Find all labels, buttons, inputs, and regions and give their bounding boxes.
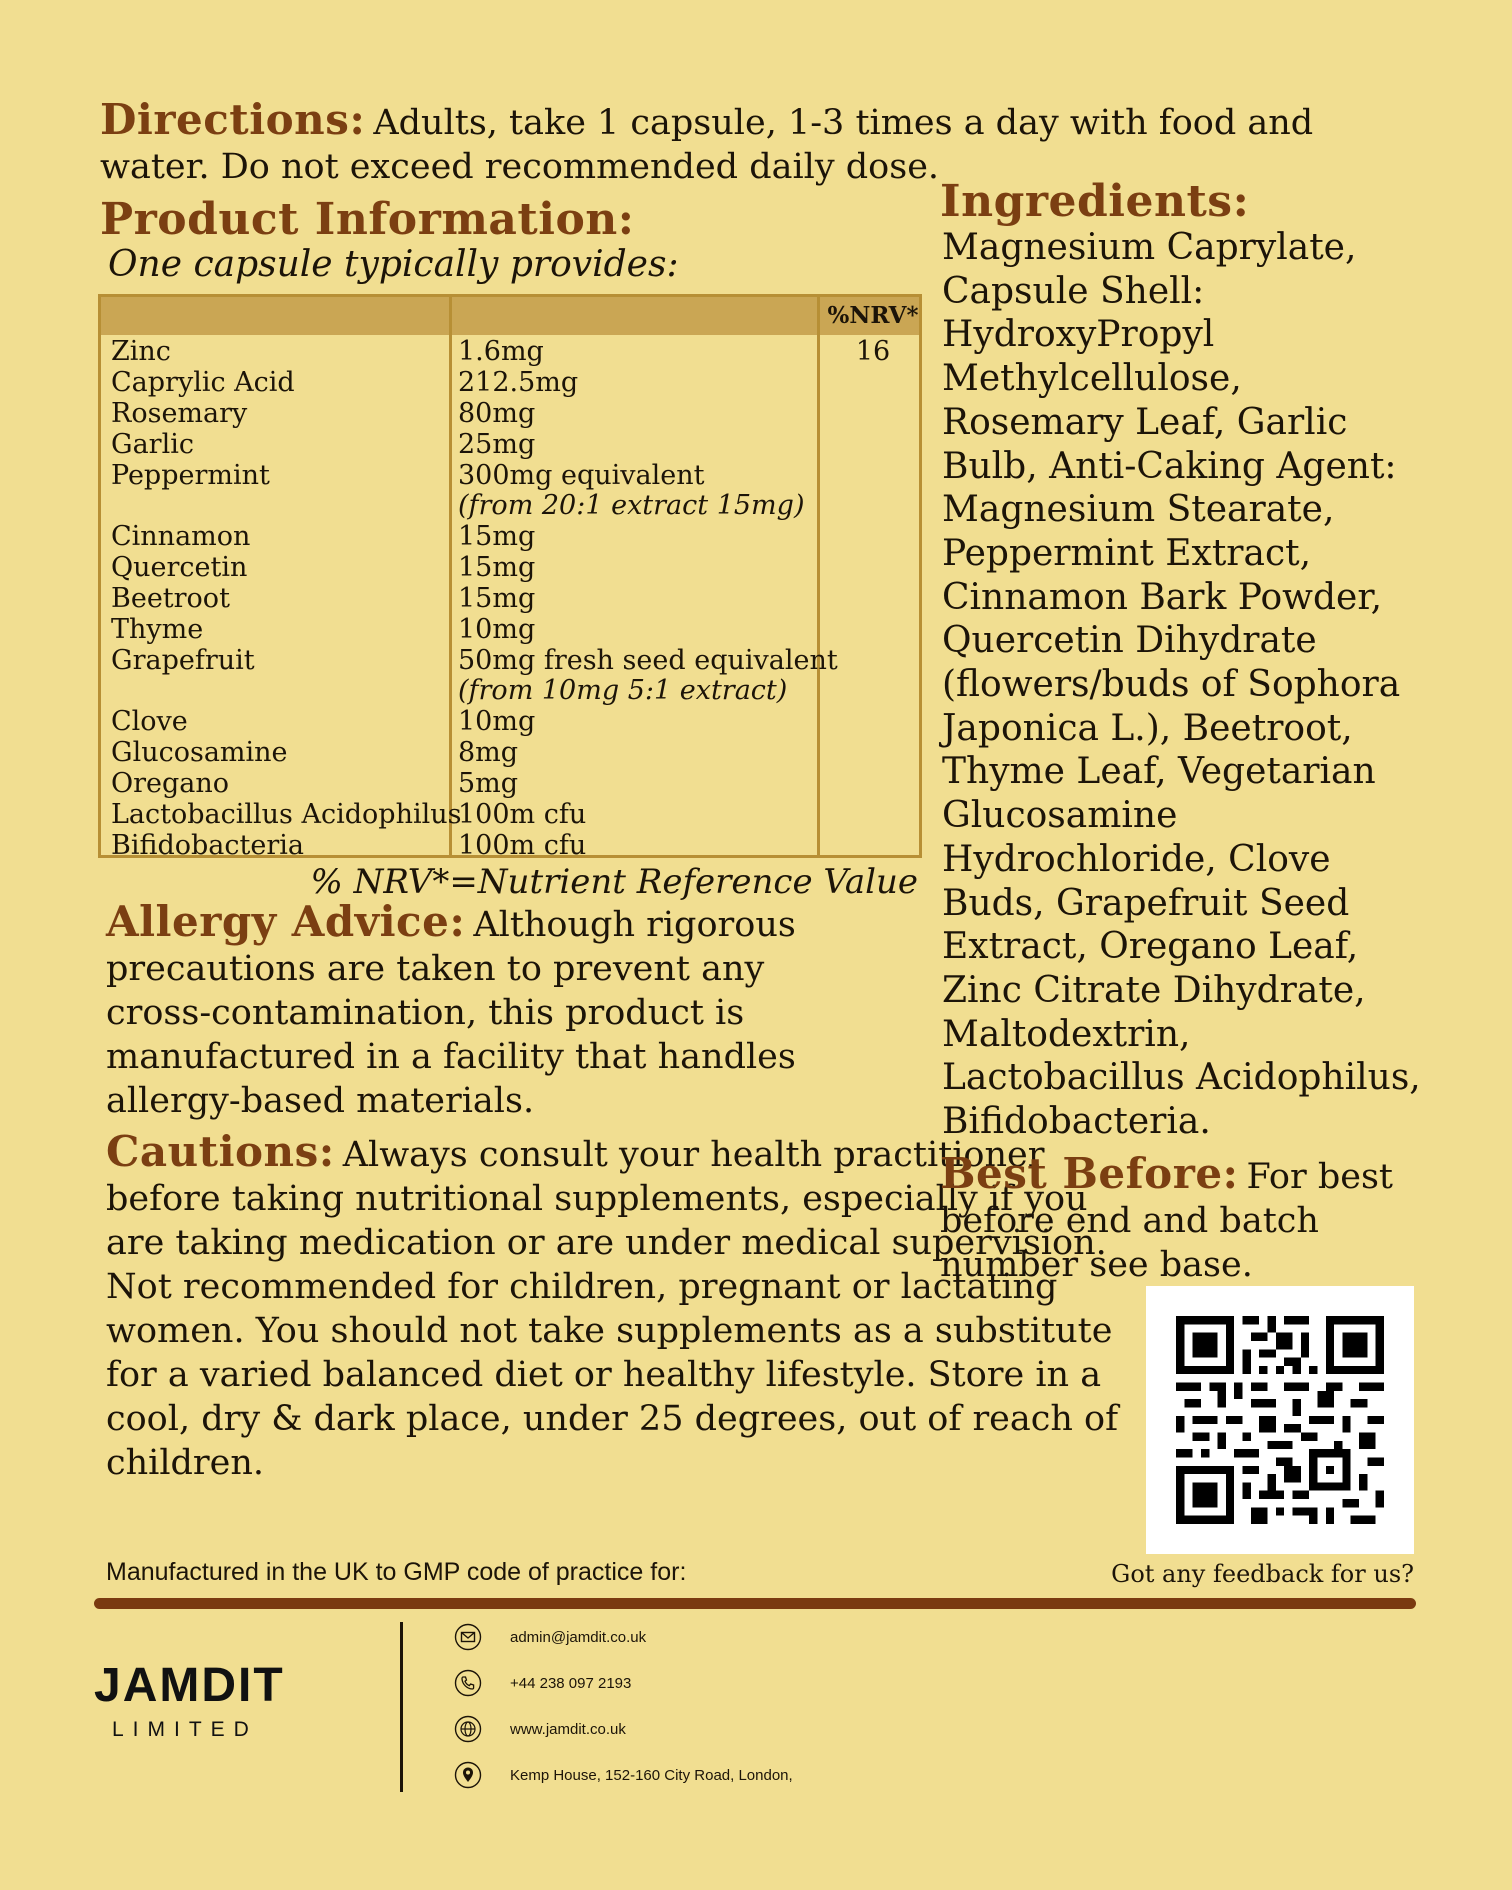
product-info-subheading: One capsule typically provides: bbox=[108, 244, 679, 285]
nutrient-amount: 25mg bbox=[458, 429, 536, 460]
nrv-column-header: %NRV* bbox=[827, 302, 919, 329]
nutrient-amount-main: 300mg equivalent bbox=[458, 460, 705, 491]
contact-website[interactable] bbox=[454, 1714, 626, 1744]
contact-website-text: www.jamdit.co.uk bbox=[510, 1720, 626, 1738]
footer-divider bbox=[94, 1598, 1416, 1609]
nutrient-amount: 5mg bbox=[458, 768, 519, 799]
globe-icon bbox=[454, 1715, 482, 1743]
ingredients-text: Magnesium Caprylate, Capsule Shell: HydroxyPropyl Methylcellulose, Rosemary Leaf, Garlic Bulb, Anti-Caking Agent: Magnesium Stearate, Peppermint Extract, Cinnamon Bark Powder, Quercetin Dihydrate (flowers/buds of Sophora Japonica L.), Beetroot, Thyme Leaf, Vegetarian Glucosamine Hydrochloride, Clove Buds, Grapefruit Seed Extract, Oregano Leaf, Zinc Citrate Dihydrate, Maltodextrin, Lactobacillus Acidophilus, Bifidobacteria. bbox=[942, 227, 1421, 1143]
nutrient-amount bbox=[458, 461, 804, 521]
allergy-heading: Allergy Advice: bbox=[106, 897, 466, 946]
directions-heading: Directions: bbox=[100, 95, 366, 144]
company-logo-subtitle: LIMITED bbox=[112, 1718, 258, 1741]
contact-divider bbox=[400, 1622, 403, 1792]
nutrient-name: Quercetin bbox=[111, 552, 248, 583]
ingredients-heading: Ingredients: bbox=[940, 176, 1250, 227]
contact-address[interactable] bbox=[454, 1760, 793, 1790]
qr-code[interactable] bbox=[1146, 1286, 1414, 1554]
best-before-text: For best before end and batch number see base. bbox=[940, 1157, 1393, 1285]
table-column-divider bbox=[817, 297, 820, 855]
cautions-heading: Cautions: bbox=[106, 1127, 335, 1176]
nutrient-amount: 80mg bbox=[458, 398, 536, 429]
nutrient-amount: 1.6mg bbox=[458, 336, 544, 367]
nutrient-name: Lactobacillus Acidophilus bbox=[111, 799, 462, 830]
nutrient-amount: 212.5mg bbox=[458, 367, 579, 398]
nutrient-name: Grapefruit bbox=[111, 645, 255, 676]
nutrient-name: Caprylic Acid bbox=[111, 367, 295, 398]
table-header-row bbox=[101, 297, 919, 335]
allergy-section bbox=[106, 897, 806, 1123]
directions-text: Adults, take 1 capsule, 1-3 times a day with food and water. Do not exceed recommended daily dose. bbox=[100, 103, 1314, 187]
phone-icon bbox=[454, 1669, 482, 1697]
nutrient-amount: 15mg bbox=[458, 552, 536, 583]
nutrient-name: Cinnamon bbox=[111, 521, 251, 552]
nutrient-amount: 10mg bbox=[458, 706, 536, 737]
cautions-text: Always consult your health practitioner before taking nutritional supplements, especially if you are taking medication or are under medical supervision. Not recommended for children, pregnant or lactating women. You should not take supplements as a substitute for a varied balanced diet or healthy lifestyle. Store in a cool, dry & dark place, under 25 degrees, out of reach of children. bbox=[106, 1135, 1119, 1483]
nutrient-amount: 100m cfu bbox=[458, 830, 587, 861]
company-logo: JAMDIT bbox=[94, 1659, 285, 1712]
feedback-prompt: Got any feedback for us? bbox=[1111, 1560, 1414, 1588]
table-column-divider bbox=[449, 297, 452, 855]
contact-email[interactable] bbox=[454, 1622, 646, 1652]
nutrient-name: Rosemary bbox=[111, 398, 248, 429]
nutrient-name: Peppermint bbox=[111, 460, 270, 491]
location-pin-icon bbox=[454, 1761, 482, 1789]
nutrient-amount: 15mg bbox=[458, 521, 536, 552]
best-before-heading: Best Before: bbox=[940, 1149, 1239, 1198]
email-icon bbox=[454, 1623, 482, 1651]
nutrient-name: Thyme bbox=[111, 614, 204, 645]
product-info-heading: Product Information: bbox=[100, 194, 635, 245]
nutrient-amount-note: (from 10mg 5:1 extract) bbox=[458, 675, 788, 706]
contact-address-text: Kemp House, 152-160 City Road, London, bbox=[510, 1766, 793, 1784]
best-before-section bbox=[940, 1149, 1410, 1287]
nutrient-amount-note: (from 20:1 extract 15mg) bbox=[458, 490, 805, 521]
nutrient-amount bbox=[458, 646, 838, 706]
qr-code-icon bbox=[1176, 1316, 1384, 1524]
manufactured-statement: Manufactured in the UK to GMP code of practice for: bbox=[106, 1558, 687, 1586]
nutrient-table bbox=[98, 294, 922, 861]
nutrient-name: Beetroot bbox=[111, 583, 230, 614]
contact-phone[interactable] bbox=[454, 1668, 631, 1698]
nutrient-name: Glucosamine bbox=[111, 737, 288, 768]
contact-phone-text: +44 238 097 2193 bbox=[510, 1674, 632, 1692]
nutrient-name: Garlic bbox=[111, 429, 194, 460]
nutrient-name: Bifidobacteria bbox=[111, 830, 304, 861]
nutrient-amount: 15mg bbox=[458, 583, 536, 614]
contact-email-text: admin@jamdit.co.uk bbox=[510, 1628, 647, 1646]
nutrient-amount-main: 50mg fresh seed equivalent bbox=[458, 645, 838, 676]
nutrient-name: Oregano bbox=[111, 768, 230, 799]
nutrient-name: Clove bbox=[111, 706, 188, 737]
nutrient-amount: 10mg bbox=[458, 614, 536, 645]
nutrient-amount: 8mg bbox=[458, 737, 519, 768]
nutrient-amount: 100m cfu bbox=[458, 799, 587, 830]
nrv-footnote: % NRV*=Nutrient Reference Value bbox=[310, 862, 918, 902]
nutrient-nrv: 16 bbox=[855, 336, 891, 367]
allergy-text: Although rigorous precautions are taken to prevent any cross-contamination, this product is manufactured in a facility that handles allergy-based materials. bbox=[106, 905, 796, 1121]
nutrient-name: Zinc bbox=[111, 336, 171, 367]
